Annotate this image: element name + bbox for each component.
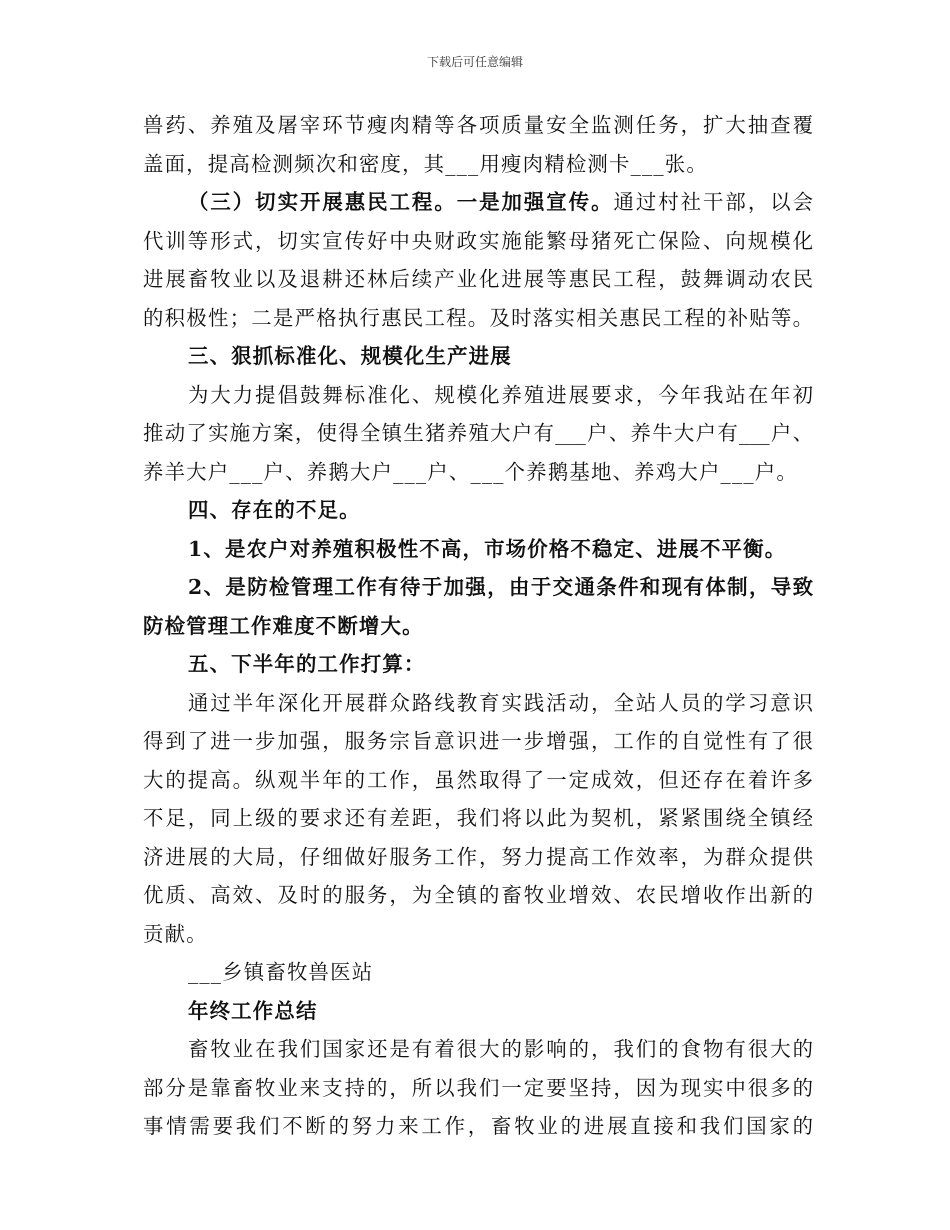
text-line: 的积极性；二是严格执行惠民工程。及时落实相关惠民工程的补贴等。 — [143, 305, 813, 330]
text-line: 2、是防检管理工作有待于加强，由于交通条件和现有体制，导致 — [188, 575, 813, 599]
text-line: 五、下半年的工作打算： — [188, 652, 426, 676]
text-line: 兽药、养殖及屠宰环节瘦肉精等各项质量安全监测任务，扩大抽查覆 — [143, 113, 813, 137]
text-line: ___乡镇畜牧兽医站 — [188, 960, 374, 984]
text-line: 贡献。 — [143, 921, 208, 946]
text-line: 防检管理工作难度不断增大。 — [143, 613, 424, 638]
text-line — [143, 183, 813, 222]
text-line: 事情需要我们不断的努力来工作，畜牧业的进展直接和我们国家的 — [143, 1114, 813, 1138]
text-line: 年终工作总结 — [188, 998, 318, 1023]
text-line: 三、狠抓标准化、规模化生产进展 — [188, 344, 512, 368]
page-header: 下载后可任意编辑 — [426, 55, 523, 69]
text-line: 养羊大户___户、养鹅大户___户、___个养鹅基地、养鸡大户___户。 — [143, 459, 798, 484]
text-line: 得到了进一步加强，服务宗旨意识进一步增强，工作的自觉性有了很 — [143, 729, 813, 753]
text-line: 盖面，提高检测频次和密度，其___用瘦肉精检测卡___张。 — [143, 151, 708, 176]
text-line: 济进展的大局，仔细做好服务工作，努力提高工作效率，为群众提供 — [143, 844, 813, 869]
text-line: 不足，同上级的要求还有差距，我们将以此为契机，紧紧围绕全镇经 — [143, 806, 813, 830]
text-line: 代训等形式，切实宣传好中央财政实施能繁母猪死亡保险、向规模化 — [143, 228, 813, 253]
text-line: 四、存在的不足。 — [188, 498, 361, 522]
text-line: 畜牧业在我们国家还是有着很大的影响的，我们的食物有很大的 — [188, 1037, 813, 1061]
text-line: 推动了实施方案，使得全镇生猪养殖大户有___户、养牛大户有___户、 — [143, 421, 813, 445]
text-line: 大的提高。纵观半年的工作，虽然取得了一定成效，但还存在着许多 — [143, 767, 813, 792]
text-line: 为大力提倡鼓舞标准化、规模化养殖进展要求，今年我站在年初 — [188, 382, 813, 407]
text-segment: 通过村社干部，以会 — [613, 190, 814, 214]
document-body — [143, 106, 813, 1146]
text-line: 1、是农户对养殖积极性不高，市场价格不稳定、进展不平衡。 — [188, 536, 787, 561]
text-line: 进展畜牧业以及退耕还林后续产业化进展等惠民工程，鼓舞调动农民 — [143, 267, 813, 291]
bold-segment: （三）切实开展惠民工程。一是加强宣传。 — [188, 190, 614, 214]
text-line: 优质、高效、及时的服务，为全镇的畜牧业增效、农民增收作出新的 — [143, 883, 813, 907]
text-line: 部分是靠畜牧业来支持的，所以我们一定要坚持，因为现实中很多的 — [143, 1075, 813, 1100]
text-line: 通过半年深化开展群众路线教育实践活动，全站人员的学习意识 — [188, 690, 813, 715]
